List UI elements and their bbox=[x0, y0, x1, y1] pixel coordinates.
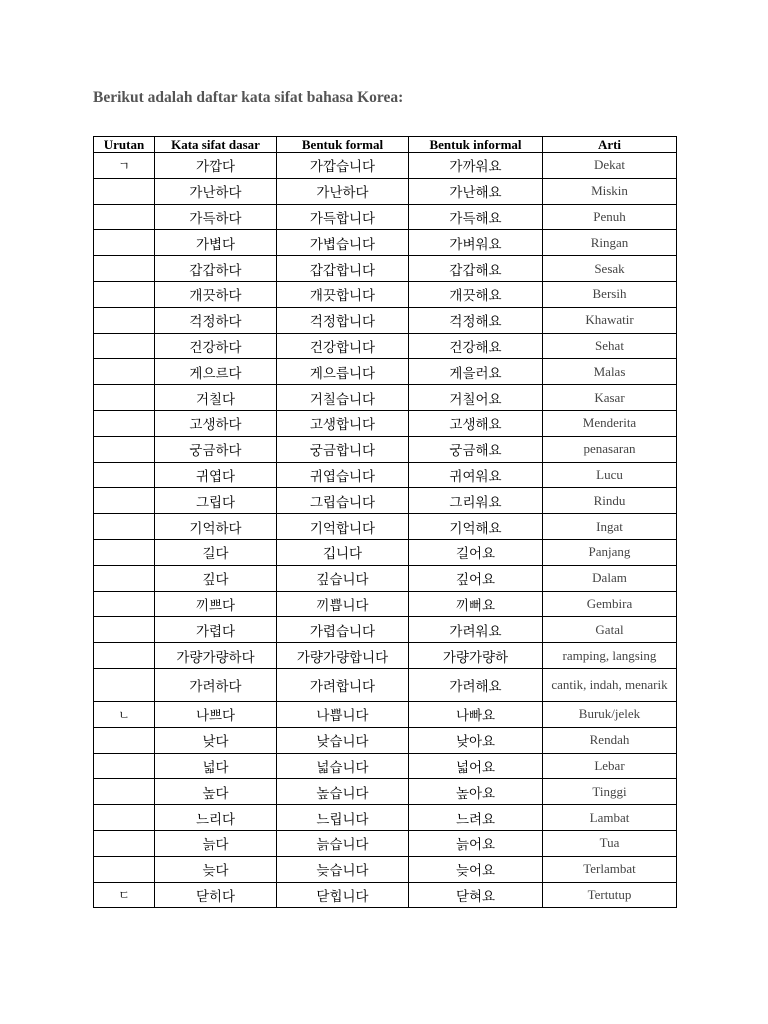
cell-urutan bbox=[94, 830, 155, 856]
table-row bbox=[94, 333, 677, 359]
table-row bbox=[94, 385, 677, 411]
cell-arti: Khawatir bbox=[543, 307, 677, 333]
cell-urutan: ㄱ bbox=[94, 153, 155, 179]
cell-kata-sifat-dasar: 갑갑하다 bbox=[155, 256, 277, 282]
cell-bentuk-formal: 깁니다 bbox=[277, 539, 409, 565]
table-row bbox=[94, 643, 677, 669]
cell-arti: Rendah bbox=[543, 727, 677, 753]
table-row bbox=[94, 410, 677, 436]
header-arti: Arti bbox=[543, 137, 677, 153]
cell-kata-sifat-dasar: 가난하다 bbox=[155, 178, 277, 204]
cell-kata-sifat-dasar: 나쁘다 bbox=[155, 701, 277, 727]
table-row bbox=[94, 882, 677, 908]
cell-bentuk-formal: 늦습니다 bbox=[277, 856, 409, 882]
table-row bbox=[94, 488, 677, 514]
cell-arti: Kasar bbox=[543, 385, 677, 411]
table-row bbox=[94, 779, 677, 805]
cell-bentuk-informal: 궁금해요 bbox=[409, 436, 543, 462]
cell-bentuk-formal: 가깝습니다 bbox=[277, 153, 409, 179]
cell-arti: cantik, indah, menarik bbox=[543, 668, 677, 701]
cell-bentuk-formal: 갑갑합니다 bbox=[277, 256, 409, 282]
cell-bentuk-formal: 깊습니다 bbox=[277, 565, 409, 591]
cell-arti: penasaran bbox=[543, 436, 677, 462]
cell-bentuk-formal: 높습니다 bbox=[277, 779, 409, 805]
cell-bentuk-informal: 건강해요 bbox=[409, 333, 543, 359]
cell-urutan bbox=[94, 805, 155, 831]
cell-kata-sifat-dasar: 개끗하다 bbox=[155, 281, 277, 307]
table-row bbox=[94, 539, 677, 565]
cell-bentuk-informal: 가벼워요 bbox=[409, 230, 543, 256]
cell-arti: Dalam bbox=[543, 565, 677, 591]
cell-arti: Penuh bbox=[543, 204, 677, 230]
table-row bbox=[94, 565, 677, 591]
cell-urutan: ㄷ bbox=[94, 882, 155, 908]
table-row bbox=[94, 753, 677, 779]
header-urutan: Urutan bbox=[94, 137, 155, 153]
cell-bentuk-informal: 느려요 bbox=[409, 805, 543, 831]
cell-bentuk-formal: 가볍습니다 bbox=[277, 230, 409, 256]
cell-bentuk-formal: 가난하다 bbox=[277, 178, 409, 204]
cell-urutan bbox=[94, 410, 155, 436]
cell-bentuk-informal: 넓어요 bbox=[409, 753, 543, 779]
cell-urutan bbox=[94, 436, 155, 462]
cell-arti: Tertutup bbox=[543, 882, 677, 908]
table-row bbox=[94, 591, 677, 617]
cell-bentuk-informal: 늦어요 bbox=[409, 856, 543, 882]
cell-arti: Tua bbox=[543, 830, 677, 856]
cell-bentuk-formal: 가량가량합니다 bbox=[277, 643, 409, 669]
cell-kata-sifat-dasar: 기억하다 bbox=[155, 514, 277, 540]
table-row bbox=[94, 668, 677, 701]
cell-kata-sifat-dasar: 걱정하다 bbox=[155, 307, 277, 333]
cell-bentuk-formal: 건강합니다 bbox=[277, 333, 409, 359]
cell-kata-sifat-dasar: 늙다 bbox=[155, 830, 277, 856]
cell-bentuk-formal: 궁금합니다 bbox=[277, 436, 409, 462]
cell-bentuk-informal: 가려워요 bbox=[409, 617, 543, 643]
cell-arti: Gatal bbox=[543, 617, 677, 643]
cell-urutan bbox=[94, 230, 155, 256]
cell-urutan bbox=[94, 514, 155, 540]
table-row bbox=[94, 805, 677, 831]
cell-urutan bbox=[94, 462, 155, 488]
cell-bentuk-formal: 귀엽습니다 bbox=[277, 462, 409, 488]
cell-bentuk-informal: 기억해요 bbox=[409, 514, 543, 540]
table-header-row bbox=[94, 137, 677, 153]
cell-urutan bbox=[94, 178, 155, 204]
table-row bbox=[94, 727, 677, 753]
table-row bbox=[94, 307, 677, 333]
cell-bentuk-informal: 늙어요 bbox=[409, 830, 543, 856]
cell-arti: Lucu bbox=[543, 462, 677, 488]
cell-bentuk-informal: 개끗해요 bbox=[409, 281, 543, 307]
cell-arti: Buruk/jelek bbox=[543, 701, 677, 727]
cell-bentuk-formal: 기억합니다 bbox=[277, 514, 409, 540]
cell-arti: Miskin bbox=[543, 178, 677, 204]
cell-bentuk-formal: 늙습니다 bbox=[277, 830, 409, 856]
cell-bentuk-informal: 가려해요 bbox=[409, 668, 543, 701]
cell-bentuk-formal: 나쁩니다 bbox=[277, 701, 409, 727]
cell-arti: Malas bbox=[543, 359, 677, 385]
table-row bbox=[94, 830, 677, 856]
cell-bentuk-informal: 길어요 bbox=[409, 539, 543, 565]
cell-bentuk-informal: 걱정해요 bbox=[409, 307, 543, 333]
cell-arti: Rindu bbox=[543, 488, 677, 514]
cell-arti: Lambat bbox=[543, 805, 677, 831]
cell-kata-sifat-dasar: 가량가량하다 bbox=[155, 643, 277, 669]
cell-bentuk-informal: 거칠어요 bbox=[409, 385, 543, 411]
table-row bbox=[94, 701, 677, 727]
cell-bentuk-informal: 귀여워요 bbox=[409, 462, 543, 488]
cell-kata-sifat-dasar: 느리다 bbox=[155, 805, 277, 831]
cell-urutan bbox=[94, 753, 155, 779]
cell-arti: Sehat bbox=[543, 333, 677, 359]
cell-bentuk-formal: 개끗합니다 bbox=[277, 281, 409, 307]
cell-urutan bbox=[94, 643, 155, 669]
cell-urutan bbox=[94, 385, 155, 411]
cell-arti: Sesak bbox=[543, 256, 677, 282]
cell-bentuk-informal: 끼뻐요 bbox=[409, 591, 543, 617]
cell-kata-sifat-dasar: 귀엽다 bbox=[155, 462, 277, 488]
cell-urutan bbox=[94, 565, 155, 591]
cell-urutan bbox=[94, 591, 155, 617]
cell-kata-sifat-dasar: 궁금하다 bbox=[155, 436, 277, 462]
cell-urutan bbox=[94, 727, 155, 753]
cell-arti: Terlambat bbox=[543, 856, 677, 882]
cell-urutan bbox=[94, 779, 155, 805]
cell-arti: Dekat bbox=[543, 153, 677, 179]
cell-kata-sifat-dasar: 가깝다 bbox=[155, 153, 277, 179]
cell-bentuk-informal: 낮아요 bbox=[409, 727, 543, 753]
cell-bentuk-informal: 그리워요 bbox=[409, 488, 543, 514]
cell-arti: Menderita bbox=[543, 410, 677, 436]
table-row bbox=[94, 153, 677, 179]
table-row bbox=[94, 856, 677, 882]
cell-kata-sifat-dasar: 고생하다 bbox=[155, 410, 277, 436]
cell-kata-sifat-dasar: 깊다 bbox=[155, 565, 277, 591]
cell-urutan bbox=[94, 281, 155, 307]
cell-kata-sifat-dasar: 게으르다 bbox=[155, 359, 277, 385]
cell-urutan bbox=[94, 256, 155, 282]
table-row bbox=[94, 436, 677, 462]
cell-bentuk-formal: 가렵습니다 bbox=[277, 617, 409, 643]
cell-bentuk-formal: 게으릅니다 bbox=[277, 359, 409, 385]
cell-bentuk-formal: 고생합니다 bbox=[277, 410, 409, 436]
cell-bentuk-formal: 끼쁩니다 bbox=[277, 591, 409, 617]
cell-kata-sifat-dasar: 가려하다 bbox=[155, 668, 277, 701]
cell-arti: Gembira bbox=[543, 591, 677, 617]
page-title: Berikut adalah daftar kata sifat bahasa Korea: bbox=[93, 89, 404, 106]
cell-bentuk-formal: 넓습니다 bbox=[277, 753, 409, 779]
table-row bbox=[94, 514, 677, 540]
cell-bentuk-informal: 고생해요 bbox=[409, 410, 543, 436]
cell-urutan bbox=[94, 539, 155, 565]
cell-kata-sifat-dasar: 낮다 bbox=[155, 727, 277, 753]
table-row bbox=[94, 359, 677, 385]
header-kata-sifat-dasar: Kata sifat dasar bbox=[155, 137, 277, 153]
cell-arti: Bersih bbox=[543, 281, 677, 307]
table-row bbox=[94, 281, 677, 307]
cell-bentuk-formal: 가득합니다 bbox=[277, 204, 409, 230]
cell-kata-sifat-dasar: 거칠다 bbox=[155, 385, 277, 411]
cell-kata-sifat-dasar: 건강하다 bbox=[155, 333, 277, 359]
cell-urutan bbox=[94, 617, 155, 643]
cell-arti: Lebar bbox=[543, 753, 677, 779]
cell-urutan bbox=[94, 307, 155, 333]
cell-arti: ramping, langsing bbox=[543, 643, 677, 669]
cell-bentuk-informal: 갑갑해요 bbox=[409, 256, 543, 282]
cell-kata-sifat-dasar: 가볍다 bbox=[155, 230, 277, 256]
cell-kata-sifat-dasar: 끼쁘다 bbox=[155, 591, 277, 617]
cell-kata-sifat-dasar: 늦다 bbox=[155, 856, 277, 882]
cell-arti: Ringan bbox=[543, 230, 677, 256]
cell-arti: Panjang bbox=[543, 539, 677, 565]
cell-kata-sifat-dasar: 넓다 bbox=[155, 753, 277, 779]
cell-bentuk-informal: 나빠요 bbox=[409, 701, 543, 727]
cell-bentuk-informal: 닫혀요 bbox=[409, 882, 543, 908]
cell-bentuk-formal: 닫힙니다 bbox=[277, 882, 409, 908]
cell-urutan bbox=[94, 856, 155, 882]
cell-bentuk-formal: 걱정합니다 bbox=[277, 307, 409, 333]
table-row bbox=[94, 204, 677, 230]
cell-bentuk-formal: 그립습니다 bbox=[277, 488, 409, 514]
table-row bbox=[94, 617, 677, 643]
cell-kata-sifat-dasar: 닫히다 bbox=[155, 882, 277, 908]
cell-bentuk-informal: 높아요 bbox=[409, 779, 543, 805]
cell-urutan bbox=[94, 359, 155, 385]
cell-bentuk-informal: 가난해요 bbox=[409, 178, 543, 204]
cell-urutan bbox=[94, 204, 155, 230]
cell-urutan bbox=[94, 488, 155, 514]
table-row bbox=[94, 462, 677, 488]
cell-kata-sifat-dasar: 길다 bbox=[155, 539, 277, 565]
cell-kata-sifat-dasar: 가득하다 bbox=[155, 204, 277, 230]
adjective-table bbox=[93, 136, 677, 908]
cell-arti: Tinggi bbox=[543, 779, 677, 805]
cell-bentuk-informal: 가량가량하 bbox=[409, 643, 543, 669]
cell-bentuk-formal: 느립니다 bbox=[277, 805, 409, 831]
cell-urutan bbox=[94, 333, 155, 359]
cell-bentuk-formal: 가려합니다 bbox=[277, 668, 409, 701]
cell-arti: Ingat bbox=[543, 514, 677, 540]
cell-bentuk-informal: 깊어요 bbox=[409, 565, 543, 591]
cell-urutan bbox=[94, 668, 155, 701]
cell-kata-sifat-dasar: 가렵다 bbox=[155, 617, 277, 643]
table-row bbox=[94, 178, 677, 204]
cell-kata-sifat-dasar: 그립다 bbox=[155, 488, 277, 514]
cell-urutan: ㄴ bbox=[94, 701, 155, 727]
cell-bentuk-informal: 가까워요 bbox=[409, 153, 543, 179]
cell-kata-sifat-dasar: 높다 bbox=[155, 779, 277, 805]
cell-bentuk-formal: 거칠습니다 bbox=[277, 385, 409, 411]
cell-bentuk-informal: 게을러요 bbox=[409, 359, 543, 385]
header-bentuk-informal: Bentuk informal bbox=[409, 137, 543, 153]
table-row bbox=[94, 256, 677, 282]
table-row bbox=[94, 230, 677, 256]
cell-bentuk-formal: 낮습니다 bbox=[277, 727, 409, 753]
cell-bentuk-informal: 가득해요 bbox=[409, 204, 543, 230]
header-bentuk-formal: Bentuk formal bbox=[277, 137, 409, 153]
